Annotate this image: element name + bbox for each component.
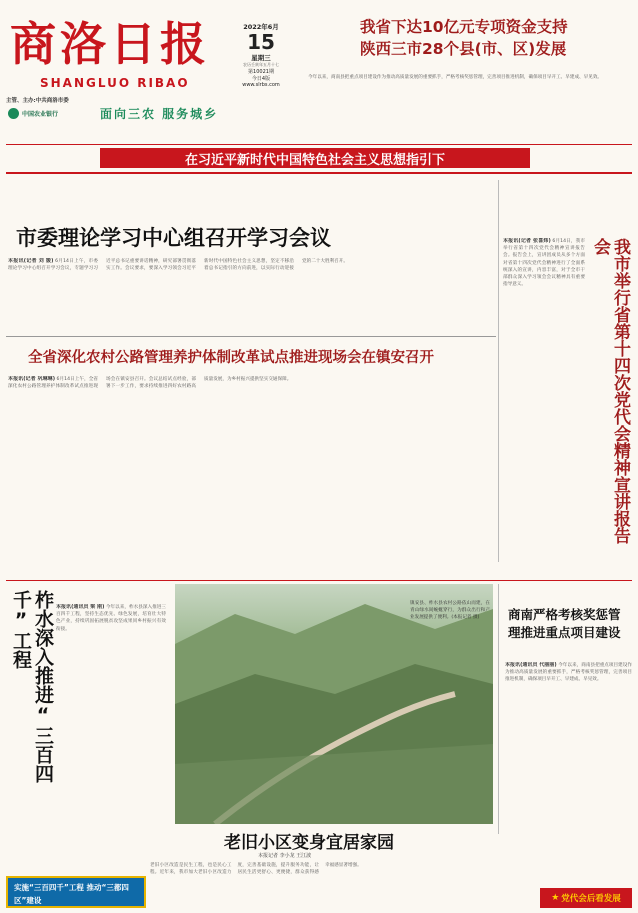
left-vertical-byline: 本报讯(通讯员 梁 刚) [56, 604, 105, 610]
article2-body [8, 376, 490, 576]
top-headline-line2: 陕西三市28个县(市、区)发展 [360, 40, 567, 58]
issue-number: 第10021期 [248, 69, 274, 75]
paper-count: 今日4版 [251, 76, 271, 82]
bank-emblem-icon [8, 108, 19, 119]
promo-bottom-left-text: 实施“三百四千”工程 推动“三都四区”建设 [14, 883, 129, 905]
top-headline-body [308, 74, 630, 144]
right-vertical-body [503, 238, 585, 560]
article1-byline: 本报讯(记者 刘 媛) [8, 258, 54, 264]
bottom-body [150, 862, 494, 910]
right-headline-title-text: 商南严格考核奖惩管理推进重点项目建设 [508, 607, 621, 640]
left-vertical-text: 今年以来，柞水县深入推进三百四千工程，坚持生态优先、绿色发展，培育壮大特色产业，持续巩固拓展脱贫攻坚成果同乡村振兴有效衔接。 [56, 605, 166, 632]
photo-caption-text: 镇安县、柞水县农村公路依山而建，在青山绿水间蜿蜒穿行，为群众出行和产业发展提供了便利。(本报记者 摄) [410, 601, 490, 621]
photo-caption [410, 600, 490, 660]
top-headline [360, 16, 630, 60]
masthead-pinyin: SHANGLUO RIBAO [40, 76, 190, 90]
divider-right-lower [498, 584, 499, 834]
banner-rule [6, 172, 632, 174]
top-headline-text: 今年以来，商南县把重点项目建设作为推动高质量发展的重要抓手，严格考核奖惩管理，完善项目推进机制，确保项目早开工、早建成、早见效。 [308, 75, 603, 80]
bank-logo [8, 106, 80, 120]
article1-title: 市委理论学习中心组召开学习会议 [16, 226, 331, 250]
article2-byline: 本报讯(记者 巩琳琳) [8, 376, 55, 382]
divider-a [6, 336, 496, 337]
issue-weekday: 星期三 [251, 54, 271, 62]
divider-right-col [498, 180, 499, 562]
left-vertical-title: 柞水深入推进“三百四千”工程 [10, 590, 54, 783]
right-vertical-text: 6月14日，我市举行省第十四次党代会精神宣讲报告会。报告会上，宣讲团成员从多个方面对省第十四次党代会精神进行了全面系统深入的宣讲，内容丰富，对于全市干部群众深入学习领会会议精神具有重要指导意义。 [503, 239, 585, 288]
bank-name: 中国农业银行 [22, 110, 59, 118]
right-headline-byline: 本报讯(通讯员 代丽丽) [505, 662, 557, 668]
lunar-date: 农历壬寅年五月十七 [243, 62, 279, 67]
issue-date: 2022年6月 [243, 23, 279, 31]
bottom-byline: 本报记者 李小龙 王江波 [258, 853, 312, 859]
promo-bottom-left [6, 876, 146, 908]
promo-bottom-right-text: 党代会后看发展 [561, 894, 621, 904]
masthead-title: 商洛日报 [10, 17, 210, 71]
right-headline-body [505, 662, 632, 897]
star-icon: ★ [551, 893, 560, 903]
top-headline-line1: 我省下达10亿元专项资金支持 [360, 18, 568, 36]
divider-mid [6, 580, 632, 581]
promo-bottom-right [540, 888, 632, 908]
theme-banner [100, 148, 530, 168]
issue-day: 15 [247, 30, 275, 54]
date-block [226, 22, 296, 88]
right-vertical-byline: 本报讯(记者 张喜炜) [503, 238, 551, 244]
right-headline-text: 今年以来，商南县把重点项目建设作为推动高质量发展的重要抓手，严格考核奖惩管理，完善项目推进机制，确保项目早开工、早建成、早见效。 [505, 663, 632, 683]
article1-body [8, 258, 490, 330]
article2-text: 6月14日上午，全省深化农村公路管理养护体制改革试点推进现场会在镇安县召开。会议总结试点经验，部署下一步工作，要求持续推进四好农村路高质量发展，为乡村振兴提供坚实交通保障。 [8, 377, 292, 390]
masthead-divider [6, 144, 632, 145]
right-vertical-title: 我市举行省第十四次党代会精神宣讲报告会 [590, 238, 630, 544]
ad-motto: 面向三农 服务城乡 [100, 107, 219, 121]
sponsor-line: 主管、主办:中共商洛市委 [6, 98, 69, 104]
website: www.slrbs.com [242, 82, 280, 88]
bottom-title: 老旧小区变身宜居家园 [224, 833, 394, 853]
right-headline-title [508, 606, 632, 642]
article1-text: 6月14日上午，市委理论学习中心组召开学习会议，专题学习习近平总书记重要讲话精神，研究部署贯彻落实工作。会议要求，要深入学习领会习近平新时代中国特色社会主义思想，坚定不移沿着总书记指引的方向前进，以实际行动迎接党的二十大胜利召开。 [8, 259, 348, 272]
theme-banner-text: 在习近平新时代中国特色社会主义思想指引下 [184, 152, 445, 168]
bottom-text: 老旧小区改造是民生工程，也是民心工程。近年来，我市加大老旧小区改造力度，完善基础设施，提升服务功能，让居民生活更舒心、更便捷，群众获得感幸福感显著增强。 [150, 863, 362, 876]
article2-title: 全省深化农村公路管理养护体制改革试点推进现场会在镇安召开 [28, 350, 434, 366]
left-vertical-body [56, 604, 166, 834]
